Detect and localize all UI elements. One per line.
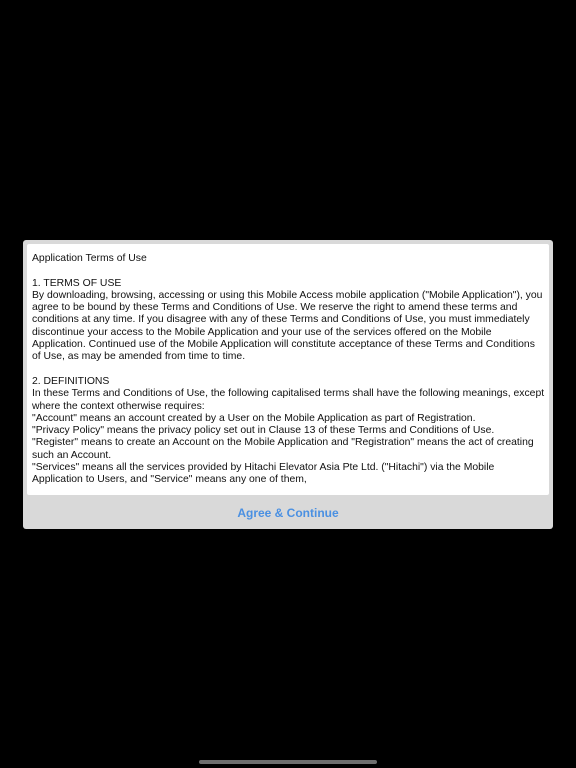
definition-privacy-policy: "Privacy Policy" means the privacy policy set out in Clause 13 of these Terms and Conditions of Use. <box>32 425 495 437</box>
terms-title: Application Terms of Use <box>32 253 147 264</box>
agree-continue-button[interactable]: Agree & Continue <box>23 498 553 529</box>
section-paragraph: By downloading, browsing, accessing or using this Mobile Access mobile application ("Mobile Application"), you agree to be bound by these Terms and Conditions of Use. We reserve the right to amend these terms and conditions at any time. If you disagree with any of these Terms and Conditions of Use, you must immediately discontinue your access to the Mobile Application and your use of the services offered on the Mobile Application. Continued use of the Mobile Application will constitute acceptance of these Terms and Conditions of Use, as may be amended from time to time. <box>32 289 543 363</box>
definition-services: "Services" means all the services provided by Hitachi Elevator Asia Pte Ltd. ("Hitachi") via the Mobile Application to Users, and "Service" means any one of them, <box>32 462 495 486</box>
section-heading-terms-of-use: 1. TERMS OF USE <box>32 277 122 289</box>
terms-scroll-area[interactable] <box>27 244 549 495</box>
section-heading-definitions: 2. DEFINITIONS <box>32 375 110 387</box>
terms-content <box>27 244 549 487</box>
definition-register: "Register" means to create an Account on the Mobile Application and "Registration" means the act of creating such an Account. <box>32 437 534 461</box>
definition-account: "Account" means an account created by a User on the Mobile Application as part of Registration. <box>32 412 476 424</box>
section-paragraph: In these Terms and Conditions of Use, the following capitalised terms shall have the following meanings, except where the context otherwise requires: <box>32 388 545 412</box>
terms-dialog <box>23 240 553 529</box>
home-indicator[interactable] <box>199 760 377 764</box>
